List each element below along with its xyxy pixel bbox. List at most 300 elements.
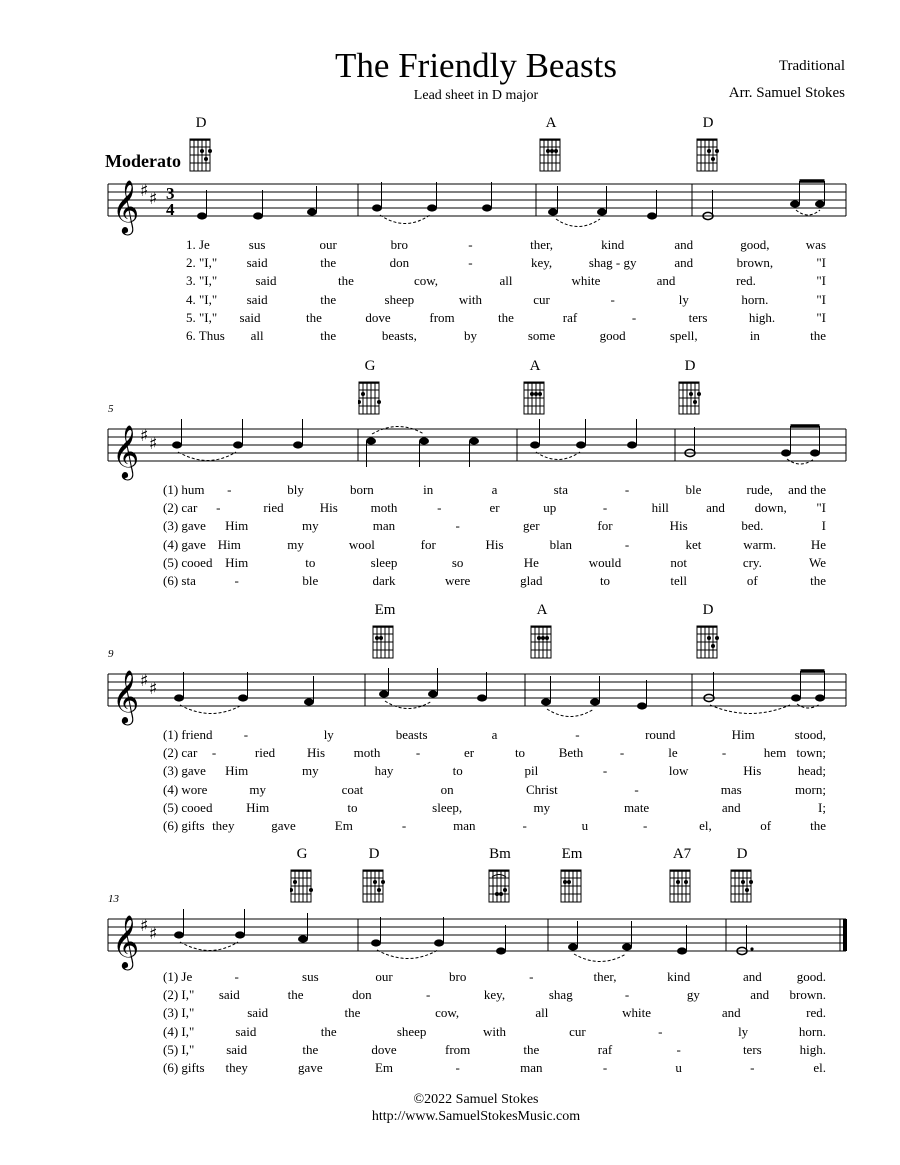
lyric-syllable: (2) car	[163, 500, 198, 516]
lyric-syllable: for	[597, 518, 613, 534]
lyric-syllable: (5) I,"	[163, 1041, 195, 1057]
lyric-syllable: His	[319, 500, 338, 516]
lyric-syllable: -	[602, 1060, 608, 1075]
lyric-syllable: -	[426, 987, 431, 1003]
lyric-syllable: -	[216, 500, 221, 516]
lyric-syllable: He	[523, 554, 539, 570]
lyric-syllable: our	[319, 237, 337, 252]
lyric-syllable: He	[810, 536, 826, 552]
lyric-syllable: -	[243, 727, 249, 742]
chord-diagram-icon	[730, 865, 756, 905]
lyric-syllable: mate	[623, 799, 650, 815]
lyric-syllable: the	[810, 328, 826, 343]
lyric-syllable: ters	[688, 309, 708, 325]
lyric-syllable: of	[760, 818, 772, 833]
lyric-syllable: sta	[553, 482, 569, 497]
svg-text:♯: ♯	[140, 181, 149, 201]
chord-symbol: G	[364, 358, 376, 374]
lyric-syllable: sus	[248, 237, 266, 252]
copyright-notice: ©2022 Samuel Stokes	[413, 1092, 539, 1107]
measure-number-5: 5	[108, 403, 114, 415]
lyric-syllable: -	[602, 500, 608, 516]
lyric-syllable: don	[389, 255, 410, 271]
lyric-syllable: and	[656, 273, 676, 289]
lyric-syllable: good	[599, 328, 626, 343]
lyric-syllable: -	[455, 1060, 460, 1075]
lyric-syllable: white	[571, 273, 601, 289]
lyric-syllable: the	[344, 1005, 361, 1021]
lyric-syllable: some	[527, 328, 556, 343]
lyric-syllable: ly	[738, 1023, 749, 1039]
lyric-syllable: -	[602, 763, 608, 779]
lyric-syllable: ried	[254, 745, 276, 761]
lyric-syllable: wool	[348, 536, 375, 552]
lyric-syllable: to	[347, 799, 358, 815]
lyric-syllable: -	[610, 291, 615, 307]
lyric-syllable: bly	[287, 482, 304, 497]
lyric-syllable: moth	[353, 745, 381, 761]
lyric-syllable: brown.	[789, 987, 826, 1003]
lyric-syllable: warm.	[743, 536, 777, 552]
lyric-syllable: (3) gave	[163, 763, 206, 779]
lyric-syllable: head;	[797, 763, 826, 779]
lyric-syllable: 5. "I,"	[186, 309, 218, 325]
lyric-syllable: gave	[271, 818, 296, 833]
lyric-syllable: dark	[372, 573, 396, 588]
lyric-syllable: el,	[699, 818, 712, 833]
lyric-syllable: -	[721, 745, 727, 761]
measure-number-9: 9	[108, 648, 114, 660]
lyric-syllable: beasts	[395, 727, 428, 742]
lyric-syllable: (3) I,"	[163, 1005, 195, 1021]
lyric-syllable: ble	[302, 573, 319, 588]
lyric-syllable: -	[750, 1060, 755, 1075]
svg-text:♯: ♯	[149, 924, 158, 944]
lyric-syllable: morn;	[794, 781, 826, 797]
lyric-syllable: (1) friend	[163, 727, 213, 742]
lyric-syllable: Em	[374, 1060, 394, 1075]
chord-diagram-icon	[358, 377, 384, 417]
lyric-syllable: cry.	[742, 554, 762, 570]
lyric-syllable: and	[742, 969, 762, 984]
lyric-syllable: brown,	[736, 255, 774, 271]
chord-diagram-icon	[523, 377, 549, 417]
chord-diagram-icon	[372, 621, 398, 661]
svg-text:♯: ♯	[149, 189, 158, 209]
lyric-syllable: high.	[799, 1041, 826, 1057]
chord-diagram-icon	[669, 865, 695, 905]
lyric-syllable: the	[810, 818, 826, 833]
chord-symbol: D	[702, 115, 714, 131]
lyric-syllable: said	[246, 291, 268, 307]
lyric-syllable: ther,	[593, 969, 617, 984]
svg-text:𝄞: 𝄞	[112, 424, 140, 478]
lyric-syllable: the	[523, 1041, 540, 1057]
lyric-syllable: (6) gifts	[163, 1060, 205, 1075]
chord-symbol: A	[536, 602, 548, 618]
lyric-syllable: the	[320, 1023, 337, 1039]
lyric-syllable: "I	[816, 273, 826, 289]
chord-symbol: D	[702, 602, 714, 618]
lyric-syllable: by	[463, 328, 477, 343]
chord-symbol: D	[736, 846, 748, 862]
music-staff	[0, 660, 900, 730]
lyric-syllable: bro	[448, 969, 467, 984]
lyric-syllable: to	[305, 554, 316, 570]
lyric-syllable: the	[302, 1041, 319, 1057]
lyric-syllable: dove	[371, 1041, 397, 1057]
lyric-syllable: stood,	[794, 727, 826, 742]
lyric-syllable: to	[452, 763, 463, 779]
lyric-syllable: gave	[298, 1060, 323, 1075]
lyric-syllable: ly	[323, 727, 334, 742]
lyric-syllable: (3) gave	[163, 518, 206, 534]
lyric-syllable: our	[375, 969, 393, 984]
lyric-syllable: (4) I,"	[163, 1023, 195, 1039]
lyric-syllable: shag	[548, 987, 573, 1003]
lyric-syllable: coat	[341, 781, 364, 797]
lyric-syllable: Beth	[558, 745, 584, 761]
lyric-syllable: -	[634, 781, 639, 797]
chord-symbol: Bm	[489, 846, 511, 862]
chord-diagram-icon	[290, 865, 316, 905]
svg-text:♯: ♯	[140, 426, 149, 446]
chord-diagram-icon	[539, 134, 565, 174]
lyric-syllable: red.	[736, 273, 756, 289]
lyric-syllable: born	[349, 482, 374, 497]
composer-credit: Traditional	[778, 58, 845, 74]
lyric-syllable: in	[423, 482, 434, 497]
lyric-syllable: don	[352, 987, 372, 1003]
lyric-syllable: ried	[263, 500, 284, 516]
svg-text:𝄞: 𝄞	[112, 914, 140, 968]
song-subtitle: Lead sheet in D major	[413, 88, 539, 103]
lyric-syllable: the	[498, 309, 514, 325]
lyric-syllable: u	[675, 1060, 682, 1075]
lyric-syllable: and	[750, 987, 770, 1003]
lyric-syllable: spell,	[669, 328, 698, 343]
lyric-syllable: ger	[523, 518, 540, 534]
lyric-syllable: blan	[549, 536, 572, 552]
lyric-syllable: said	[235, 1023, 257, 1039]
lyric-syllable: (4) wore	[163, 781, 208, 797]
lyric-syllable: Him	[225, 518, 249, 534]
chord-symbol: G	[296, 846, 308, 862]
lyric-syllable: -	[643, 818, 648, 833]
lyric-syllable: said	[226, 1041, 248, 1057]
lyric-syllable: Him	[217, 536, 241, 552]
lyric-syllable: "I	[816, 255, 826, 271]
lyric-syllable: and	[674, 237, 694, 252]
lyric-syllable: they	[225, 1060, 248, 1075]
lyric-syllable: "I	[816, 309, 826, 325]
lyric-syllable: -	[234, 969, 239, 984]
lyric-syllable: cow,	[435, 1005, 460, 1021]
svg-text:𝄞: 𝄞	[112, 179, 140, 233]
lyric-syllable: the	[320, 255, 337, 271]
lyric-syllable: white	[622, 1005, 652, 1021]
lyric-syllable: We	[809, 554, 826, 570]
lyric-syllable: for	[420, 536, 436, 552]
lyric-syllable: kind	[667, 969, 691, 984]
lyric-syllable: -	[455, 518, 460, 534]
svg-text:3: 3	[166, 184, 175, 203]
lyric-syllable: raf	[597, 1041, 613, 1057]
lyric-syllable: a	[491, 727, 498, 742]
lyric-syllable: beasts,	[381, 328, 417, 343]
lyric-syllable: said	[255, 273, 277, 289]
lyric-syllable: gy	[686, 987, 700, 1003]
tempo-marking: Moderato	[105, 151, 181, 171]
chord-symbol: D	[195, 115, 207, 131]
chord-symbol: A	[545, 115, 557, 131]
lyric-syllable: -	[415, 745, 421, 761]
lyric-syllable: with	[458, 291, 482, 307]
lyric-syllable: u	[581, 818, 589, 833]
lyric-syllable: sus	[302, 969, 319, 984]
lyric-syllable: town;	[796, 745, 826, 761]
lyric-syllable: man	[372, 518, 396, 534]
lyric-syllable: Him	[731, 727, 755, 742]
lyric-syllable: to	[599, 573, 611, 588]
chord-diagram-icon	[696, 621, 722, 661]
lyric-syllable: in	[749, 328, 760, 343]
svg-text:♯: ♯	[140, 671, 149, 691]
lyric-syllable: His	[669, 518, 688, 534]
lyric-syllable: my	[302, 518, 319, 534]
lyric-syllable: kind	[601, 237, 625, 252]
lyric-syllable: -	[624, 987, 630, 1003]
lyric-syllable: (5) cooed	[163, 554, 213, 570]
lyric-syllable: were	[445, 573, 471, 588]
lyric-syllable: the	[320, 291, 337, 307]
lyric-syllable: -	[676, 1041, 681, 1057]
music-staff	[0, 170, 900, 240]
chord-diagram-icon	[678, 377, 704, 417]
lyric-syllable: good,	[740, 237, 770, 252]
lyric-syllable: -	[575, 727, 580, 742]
lyric-syllable: -	[624, 482, 630, 497]
lyric-syllable: -	[468, 237, 473, 252]
lyric-syllable: I;	[818, 799, 826, 815]
lyric-syllable: horn.	[798, 1023, 826, 1039]
chord-symbol: D	[684, 358, 696, 374]
lyric-syllable: my	[533, 799, 551, 815]
lyric-syllable: His	[743, 763, 762, 779]
lyric-syllable: His	[485, 536, 504, 552]
lyric-syllable: ly	[678, 291, 689, 307]
lyric-syllable: er	[489, 500, 500, 516]
lyric-syllable: -	[437, 500, 442, 516]
lyric-syllable: Christ	[525, 781, 558, 797]
lyric-syllable: "I	[816, 500, 826, 516]
chord-diagram-icon	[696, 134, 722, 174]
lyric-syllable: er	[463, 745, 475, 761]
lyric-syllable: (1) Je	[163, 969, 193, 984]
lyric-syllable: said	[246, 255, 268, 271]
lyric-syllable: Em	[334, 818, 353, 833]
lyric-syllable: Him	[225, 554, 249, 570]
measure-number-13: 13	[108, 893, 119, 905]
lyric-syllable: dove	[365, 309, 391, 325]
lyric-syllable: and	[721, 799, 741, 815]
lyric-syllable: -	[619, 745, 625, 761]
lyric-syllable: and	[674, 255, 694, 271]
lyric-syllable: all	[250, 328, 264, 343]
chord-symbol: D	[368, 846, 380, 862]
lyric-syllable: was	[805, 237, 826, 252]
lyric-syllable: -	[401, 818, 407, 833]
lyric-syllable: tell	[670, 573, 687, 588]
lyric-syllable: on	[440, 781, 454, 797]
lyric-syllable: and the	[788, 482, 826, 497]
lyric-syllable: so	[451, 554, 464, 570]
lyric-syllable: moth	[370, 500, 398, 516]
svg-text:♯: ♯	[149, 434, 158, 454]
svg-text:♯: ♯	[149, 679, 158, 699]
lyric-syllable: the	[320, 328, 337, 343]
lyric-syllable: the	[287, 987, 304, 1003]
lyric-syllable: -	[227, 482, 232, 497]
lyric-syllable: 2. "I,"	[186, 255, 218, 271]
lyric-syllable: man	[520, 1060, 543, 1075]
lyric-syllable: ket	[685, 536, 702, 552]
lyric-syllable: (2) car	[163, 745, 198, 761]
lyric-syllable: pil	[524, 763, 539, 779]
lyric-syllable: round	[645, 727, 676, 742]
lyric-syllable: -	[211, 745, 217, 761]
lyric-syllable: cur	[569, 1023, 586, 1039]
lyric-syllable: (1) hum	[163, 482, 205, 497]
lyric-syllable: glad	[520, 573, 543, 588]
lyric-syllable: His	[306, 745, 326, 761]
chord-diagram-icon	[488, 865, 514, 905]
lyric-syllable: the	[338, 273, 354, 289]
lyric-syllable: sleep	[370, 554, 398, 570]
lyric-syllable: high.	[748, 309, 776, 325]
website-link[interactable]: http://www.SamuelStokesMusic.com	[371, 1109, 581, 1124]
lyric-syllable: (4) gave	[163, 536, 206, 552]
lyric-syllable: 1. Je	[186, 237, 210, 252]
lyric-syllable: from	[445, 1041, 471, 1057]
lyric-syllable: ters	[742, 1041, 762, 1057]
lyric-syllable: man	[453, 818, 476, 833]
lyric-syllable: my	[302, 763, 319, 779]
lyric-syllable: bro	[390, 237, 408, 252]
lyric-syllable: from	[429, 309, 455, 325]
lyric-syllable: to	[514, 745, 526, 761]
lyric-syllable: ther,	[530, 237, 554, 252]
lyric-syllable: said	[247, 1005, 269, 1021]
lyric-syllable: rude,	[746, 482, 773, 497]
lyric-syllable: my	[249, 781, 267, 797]
chord-diagram-icon	[362, 865, 388, 905]
lyric-syllable: up	[543, 500, 557, 516]
lyric-syllable: -	[468, 255, 473, 271]
lyric-syllable: ble	[685, 482, 702, 497]
lyric-syllable: and	[721, 1005, 741, 1021]
lyric-syllable: not	[670, 554, 687, 570]
lyric-syllable: my	[287, 536, 304, 552]
lyric-syllable: low	[668, 763, 689, 779]
lyric-syllable: -	[522, 818, 527, 833]
svg-text:♯: ♯	[140, 916, 149, 936]
svg-text:𝄞: 𝄞	[112, 669, 140, 723]
chord-symbol: Em	[561, 846, 583, 862]
lyric-syllable: sheep	[384, 291, 415, 307]
lyric-syllable: would	[588, 554, 622, 570]
lyric-syllable: 6. Thus	[186, 328, 225, 343]
lyric-syllable: -	[529, 969, 534, 984]
lyric-syllable: all	[499, 273, 513, 289]
song-title: The Friendly Beasts	[335, 46, 617, 85]
lyric-syllable: of	[746, 573, 758, 588]
lyric-syllable: the	[810, 573, 826, 588]
lyric-syllable: Him	[246, 799, 270, 815]
chord-diagram-icon	[530, 621, 556, 661]
lyric-syllable: with	[482, 1023, 507, 1039]
lyric-syllable: hill	[651, 500, 669, 516]
lyric-syllable: down,	[754, 500, 787, 516]
lyric-syllable: 3. "I,"	[186, 273, 218, 289]
lyric-syllable: (6) sta	[163, 573, 196, 588]
lyric-syllable: -	[658, 1023, 663, 1039]
lyric-syllable: cur	[533, 291, 550, 307]
lyric-syllable: cow,	[413, 273, 439, 289]
chord-symbol: A	[529, 358, 541, 374]
lyric-syllable: Him	[225, 763, 249, 779]
lyric-syllable: shag - gy	[588, 255, 637, 271]
svg-text:4: 4	[166, 200, 175, 219]
lyric-syllable: el.	[813, 1060, 826, 1075]
chord-diagram-icon	[189, 134, 215, 174]
lyric-syllable: I	[821, 518, 826, 534]
lyric-syllable: sheep	[396, 1023, 427, 1039]
lyric-syllable: sleep,	[432, 799, 463, 815]
music-staff	[0, 905, 900, 975]
lyric-syllable: key,	[530, 255, 553, 271]
lyric-syllable: (6) gifts	[163, 818, 205, 833]
chord-symbol: A7	[672, 846, 692, 862]
lyric-syllable: said	[239, 309, 261, 325]
chord-symbol: Em	[374, 602, 396, 618]
music-staff	[0, 415, 900, 485]
lyric-syllable: -	[234, 573, 239, 588]
lyric-syllable: all	[535, 1005, 549, 1021]
lyric-syllable: said	[218, 987, 240, 1003]
lyric-syllable: "I	[816, 291, 826, 307]
chord-diagram-icon	[560, 865, 586, 905]
lyric-syllable: mas	[720, 781, 742, 797]
lyric-syllable: hem	[763, 745, 787, 761]
lyric-syllable: -	[624, 536, 630, 552]
lyric-syllable: bed.	[741, 518, 764, 534]
lyric-syllable: (5) cooed	[163, 799, 213, 815]
lyric-syllable: and	[706, 500, 725, 516]
lyric-syllable: horn.	[741, 291, 769, 307]
lyric-syllable: hay	[374, 763, 394, 779]
lyric-syllable: the	[306, 309, 322, 325]
lyric-syllable: raf	[562, 309, 578, 325]
lyric-syllable: a	[491, 482, 498, 497]
lyric-syllable: (2) I,"	[163, 987, 195, 1003]
lyric-syllable: 4. "I,"	[186, 291, 218, 307]
lyric-syllable: key,	[483, 987, 506, 1003]
lyric-syllable: good.	[796, 969, 826, 984]
arranger-credit: Arr. Samuel Stokes	[728, 85, 845, 101]
lyric-syllable: -	[631, 309, 637, 325]
lyric-syllable: red.	[806, 1005, 826, 1021]
